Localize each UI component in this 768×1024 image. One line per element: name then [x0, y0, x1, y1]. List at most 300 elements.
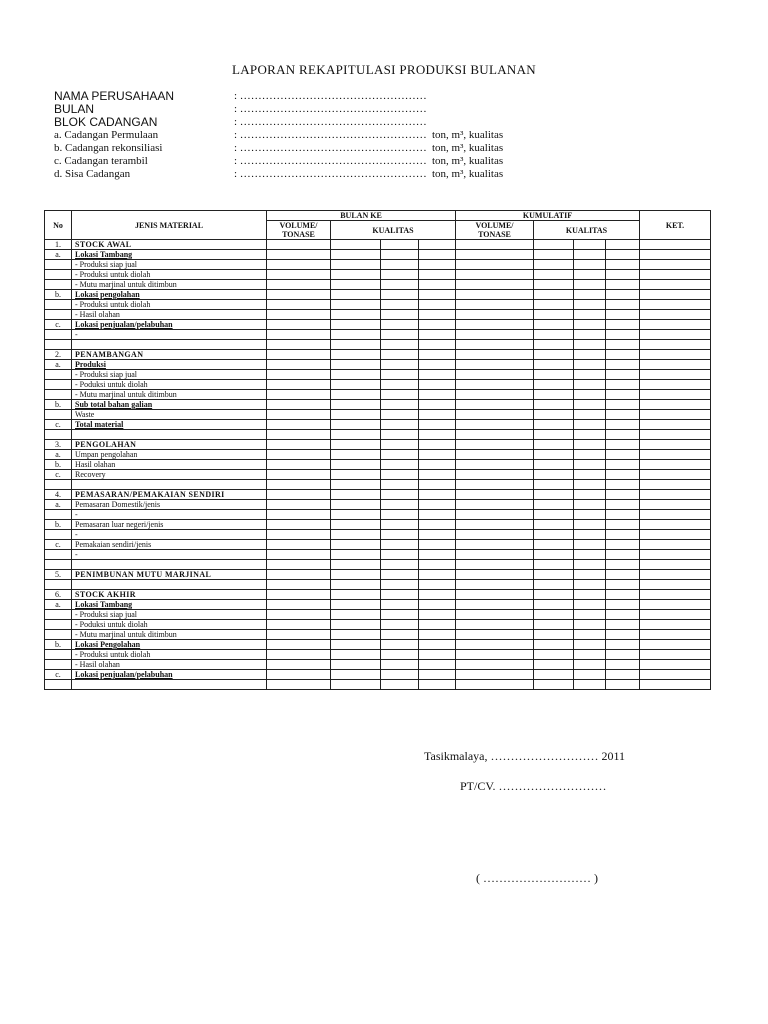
row-value-cell[interactable] — [381, 560, 419, 570]
row-value-cell[interactable] — [534, 250, 574, 260]
row-value-cell[interactable] — [534, 400, 574, 410]
row-value-cell[interactable] — [606, 510, 640, 520]
row-value-cell[interactable] — [381, 680, 419, 690]
row-value-cell[interactable] — [331, 350, 381, 360]
row-value-cell[interactable] — [574, 660, 606, 670]
row-value-cell[interactable] — [456, 520, 534, 530]
row-value-cell[interactable] — [456, 450, 534, 460]
row-value-cell[interactable] — [534, 590, 574, 600]
row-value-cell[interactable] — [267, 550, 331, 560]
row-value-cell[interactable] — [534, 620, 574, 630]
row-value-cell[interactable] — [574, 500, 606, 510]
row-value-cell[interactable] — [606, 470, 640, 480]
row-value-cell[interactable] — [606, 360, 640, 370]
row-value-cell[interactable] — [456, 560, 534, 570]
row-value-cell[interactable] — [574, 470, 606, 480]
row-value-cell[interactable] — [267, 610, 331, 620]
row-value-cell[interactable] — [419, 310, 456, 320]
row-value-cell[interactable] — [640, 450, 711, 460]
row-value-cell[interactable] — [419, 330, 456, 340]
row-value-cell[interactable] — [606, 460, 640, 470]
row-value-cell[interactable] — [640, 400, 711, 410]
row-value-cell[interactable] — [574, 580, 606, 590]
row-value-cell[interactable] — [456, 270, 534, 280]
row-value-cell[interactable] — [419, 570, 456, 580]
row-value-cell[interactable] — [267, 280, 331, 290]
row-value-cell[interactable] — [456, 600, 534, 610]
row-value-cell[interactable] — [331, 670, 381, 680]
row-value-cell[interactable] — [267, 300, 331, 310]
row-value-cell[interactable] — [419, 610, 456, 620]
row-value-cell[interactable] — [606, 320, 640, 330]
row-value-cell[interactable] — [640, 550, 711, 560]
row-value-cell[interactable] — [606, 420, 640, 430]
row-value-cell[interactable] — [574, 240, 606, 250]
row-value-cell[interactable] — [534, 550, 574, 560]
row-value-cell[interactable] — [534, 660, 574, 670]
row-value-cell[interactable] — [456, 290, 534, 300]
row-value-cell[interactable] — [456, 340, 534, 350]
row-value-cell[interactable] — [534, 610, 574, 620]
row-value-cell[interactable] — [534, 260, 574, 270]
row-value-cell[interactable] — [456, 440, 534, 450]
row-value-cell[interactable] — [419, 530, 456, 540]
row-value-cell[interactable] — [381, 340, 419, 350]
row-value-cell[interactable] — [534, 390, 574, 400]
row-value-cell[interactable] — [331, 380, 381, 390]
row-value-cell[interactable] — [574, 460, 606, 470]
row-value-cell[interactable] — [606, 290, 640, 300]
row-value-cell[interactable] — [381, 350, 419, 360]
row-value-cell[interactable] — [267, 670, 331, 680]
row-value-cell[interactable] — [267, 580, 331, 590]
row-value-cell[interactable] — [534, 600, 574, 610]
row-value-cell[interactable] — [331, 260, 381, 270]
row-value-cell[interactable] — [640, 630, 711, 640]
row-value-cell[interactable] — [640, 380, 711, 390]
row-value-cell[interactable] — [574, 370, 606, 380]
row-value-cell[interactable] — [331, 250, 381, 260]
row-value-cell[interactable] — [640, 310, 711, 320]
row-value-cell[interactable] — [331, 590, 381, 600]
row-value-cell[interactable] — [456, 420, 534, 430]
row-value-cell[interactable] — [331, 610, 381, 620]
row-value-cell[interactable] — [534, 480, 574, 490]
row-value-cell[interactable] — [419, 590, 456, 600]
row-value-cell[interactable] — [381, 600, 419, 610]
row-value-cell[interactable] — [574, 480, 606, 490]
row-value-cell[interactable] — [331, 430, 381, 440]
row-value-cell[interactable] — [381, 380, 419, 390]
row-value-cell[interactable] — [456, 400, 534, 410]
row-value-cell[interactable] — [381, 480, 419, 490]
row-value-cell[interactable] — [534, 300, 574, 310]
row-value-cell[interactable] — [419, 250, 456, 260]
row-value-cell[interactable] — [419, 660, 456, 670]
row-value-cell[interactable] — [456, 390, 534, 400]
row-value-cell[interactable] — [267, 570, 331, 580]
row-value-cell[interactable] — [606, 260, 640, 270]
row-value-cell[interactable] — [381, 530, 419, 540]
row-value-cell[interactable] — [574, 510, 606, 520]
row-value-cell[interactable] — [640, 580, 711, 590]
row-value-cell[interactable] — [574, 380, 606, 390]
row-value-cell[interactable] — [331, 520, 381, 530]
row-value-cell[interactable] — [331, 280, 381, 290]
row-value-cell[interactable] — [419, 420, 456, 430]
row-value-cell[interactable] — [606, 680, 640, 690]
row-value-cell[interactable] — [456, 250, 534, 260]
row-value-cell[interactable] — [381, 300, 419, 310]
row-value-cell[interactable] — [267, 500, 331, 510]
row-value-cell[interactable] — [331, 420, 381, 430]
row-value-cell[interactable] — [456, 620, 534, 630]
row-value-cell[interactable] — [267, 350, 331, 360]
row-value-cell[interactable] — [381, 460, 419, 470]
row-value-cell[interactable] — [640, 290, 711, 300]
row-value-cell[interactable] — [267, 440, 331, 450]
row-value-cell[interactable] — [574, 650, 606, 660]
row-value-cell[interactable] — [381, 330, 419, 340]
row-value-cell[interactable] — [267, 660, 331, 670]
row-value-cell[interactable] — [381, 370, 419, 380]
row-value-cell[interactable] — [574, 640, 606, 650]
row-value-cell[interactable] — [381, 390, 419, 400]
row-value-cell[interactable] — [534, 500, 574, 510]
row-value-cell[interactable] — [419, 410, 456, 420]
row-value-cell[interactable] — [456, 650, 534, 660]
row-value-cell[interactable] — [640, 520, 711, 530]
row-value-cell[interactable] — [267, 250, 331, 260]
row-value-cell[interactable] — [381, 320, 419, 330]
row-value-cell[interactable] — [267, 630, 331, 640]
row-value-cell[interactable] — [331, 410, 381, 420]
row-value-cell[interactable] — [267, 330, 331, 340]
row-value-cell[interactable] — [267, 480, 331, 490]
row-value-cell[interactable] — [381, 580, 419, 590]
row-value-cell[interactable] — [640, 480, 711, 490]
row-value-cell[interactable] — [419, 490, 456, 500]
row-value-cell[interactable] — [534, 460, 574, 470]
row-value-cell[interactable] — [640, 420, 711, 430]
row-value-cell[interactable] — [574, 330, 606, 340]
row-value-cell[interactable] — [456, 510, 534, 520]
row-value-cell[interactable] — [331, 450, 381, 460]
row-value-cell[interactable] — [419, 630, 456, 640]
row-value-cell[interactable] — [574, 550, 606, 560]
row-value-cell[interactable] — [606, 340, 640, 350]
row-value-cell[interactable] — [640, 340, 711, 350]
row-value-cell[interactable] — [574, 440, 606, 450]
row-value-cell[interactable] — [456, 660, 534, 670]
row-value-cell[interactable] — [419, 640, 456, 650]
row-value-cell[interactable] — [456, 470, 534, 480]
row-value-cell[interactable] — [419, 520, 456, 530]
row-value-cell[interactable] — [419, 450, 456, 460]
row-value-cell[interactable] — [574, 530, 606, 540]
row-value-cell[interactable] — [574, 680, 606, 690]
row-value-cell[interactable] — [574, 350, 606, 360]
row-value-cell[interactable] — [606, 390, 640, 400]
row-value-cell[interactable] — [640, 570, 711, 580]
row-value-cell[interactable] — [267, 470, 331, 480]
row-value-cell[interactable] — [534, 270, 574, 280]
row-value-cell[interactable] — [267, 640, 331, 650]
row-value-cell[interactable] — [381, 590, 419, 600]
row-value-cell[interactable] — [606, 530, 640, 540]
row-value-cell[interactable] — [331, 540, 381, 550]
row-value-cell[interactable] — [419, 650, 456, 660]
row-value-cell[interactable] — [534, 560, 574, 570]
row-value-cell[interactable] — [331, 620, 381, 630]
row-value-cell[interactable] — [606, 570, 640, 580]
row-value-cell[interactable] — [606, 430, 640, 440]
row-value-cell[interactable] — [331, 500, 381, 510]
row-value-cell[interactable] — [331, 360, 381, 370]
row-value-cell[interactable] — [574, 320, 606, 330]
row-value-cell[interactable] — [606, 440, 640, 450]
row-value-cell[interactable] — [606, 610, 640, 620]
row-value-cell[interactable] — [381, 310, 419, 320]
row-value-cell[interactable] — [419, 300, 456, 310]
row-value-cell[interactable] — [456, 540, 534, 550]
row-value-cell[interactable] — [419, 320, 456, 330]
row-value-cell[interactable] — [331, 510, 381, 520]
row-value-cell[interactable] — [419, 500, 456, 510]
row-value-cell[interactable] — [267, 310, 331, 320]
row-value-cell[interactable] — [456, 480, 534, 490]
row-value-cell[interactable] — [640, 500, 711, 510]
row-value-cell[interactable] — [381, 670, 419, 680]
row-value-cell[interactable] — [606, 660, 640, 670]
row-value-cell[interactable] — [606, 370, 640, 380]
row-value-cell[interactable] — [640, 680, 711, 690]
row-value-cell[interactable] — [456, 360, 534, 370]
row-value-cell[interactable] — [456, 640, 534, 650]
row-value-cell[interactable] — [534, 510, 574, 520]
row-value-cell[interactable] — [267, 600, 331, 610]
row-value-cell[interactable] — [640, 530, 711, 540]
row-value-cell[interactable] — [574, 310, 606, 320]
row-value-cell[interactable] — [640, 600, 711, 610]
row-value-cell[interactable] — [381, 520, 419, 530]
row-value-cell[interactable] — [456, 550, 534, 560]
row-value-cell[interactable] — [456, 320, 534, 330]
row-value-cell[interactable] — [381, 510, 419, 520]
row-value-cell[interactable] — [267, 460, 331, 470]
row-value-cell[interactable] — [267, 420, 331, 430]
row-value-cell[interactable] — [574, 540, 606, 550]
row-value-cell[interactable] — [606, 650, 640, 660]
row-value-cell[interactable] — [419, 440, 456, 450]
row-value-cell[interactable] — [381, 610, 419, 620]
row-value-cell[interactable] — [574, 300, 606, 310]
row-value-cell[interactable] — [574, 430, 606, 440]
row-value-cell[interactable] — [574, 620, 606, 630]
row-value-cell[interactable] — [640, 390, 711, 400]
row-value-cell[interactable] — [534, 520, 574, 530]
row-value-cell[interactable] — [534, 450, 574, 460]
row-value-cell[interactable] — [534, 440, 574, 450]
row-value-cell[interactable] — [574, 560, 606, 570]
row-value-cell[interactable] — [381, 490, 419, 500]
row-value-cell[interactable] — [456, 680, 534, 690]
row-value-cell[interactable] — [381, 620, 419, 630]
row-value-cell[interactable] — [640, 540, 711, 550]
row-value-cell[interactable] — [534, 240, 574, 250]
row-value-cell[interactable] — [267, 560, 331, 570]
row-value-cell[interactable] — [456, 380, 534, 390]
row-value-cell[interactable] — [574, 630, 606, 640]
row-value-cell[interactable] — [381, 270, 419, 280]
row-value-cell[interactable] — [640, 590, 711, 600]
row-value-cell[interactable] — [640, 360, 711, 370]
row-value-cell[interactable] — [456, 240, 534, 250]
row-value-cell[interactable] — [640, 410, 711, 420]
row-value-cell[interactable] — [419, 540, 456, 550]
row-value-cell[interactable] — [574, 270, 606, 280]
row-value-cell[interactable] — [267, 450, 331, 460]
row-value-cell[interactable] — [606, 620, 640, 630]
row-value-cell[interactable] — [606, 490, 640, 500]
row-value-cell[interactable] — [574, 600, 606, 610]
row-value-cell[interactable] — [534, 670, 574, 680]
row-value-cell[interactable] — [606, 550, 640, 560]
row-value-cell[interactable] — [640, 490, 711, 500]
row-value-cell[interactable] — [331, 340, 381, 350]
row-value-cell[interactable] — [331, 400, 381, 410]
row-value-cell[interactable] — [419, 470, 456, 480]
row-value-cell[interactable] — [419, 550, 456, 560]
row-value-cell[interactable] — [331, 320, 381, 330]
row-value-cell[interactable] — [331, 440, 381, 450]
row-value-cell[interactable] — [640, 620, 711, 630]
row-value-cell[interactable] — [606, 500, 640, 510]
row-value-cell[interactable] — [456, 280, 534, 290]
row-value-cell[interactable] — [419, 430, 456, 440]
row-value-cell[interactable] — [419, 280, 456, 290]
row-value-cell[interactable] — [381, 440, 419, 450]
row-value-cell[interactable] — [419, 290, 456, 300]
row-value-cell[interactable] — [331, 270, 381, 280]
row-value-cell[interactable] — [640, 660, 711, 670]
row-value-cell[interactable] — [640, 280, 711, 290]
row-value-cell[interactable] — [574, 390, 606, 400]
row-value-cell[interactable] — [381, 660, 419, 670]
row-value-cell[interactable] — [574, 490, 606, 500]
row-value-cell[interactable] — [419, 340, 456, 350]
row-value-cell[interactable] — [381, 430, 419, 440]
row-value-cell[interactable] — [534, 360, 574, 370]
row-value-cell[interactable] — [267, 340, 331, 350]
row-value-cell[interactable] — [419, 670, 456, 680]
row-value-cell[interactable] — [381, 470, 419, 480]
row-value-cell[interactable] — [267, 370, 331, 380]
row-value-cell[interactable] — [331, 580, 381, 590]
row-value-cell[interactable] — [419, 400, 456, 410]
row-value-cell[interactable] — [574, 260, 606, 270]
row-value-cell[interactable] — [534, 570, 574, 580]
row-value-cell[interactable] — [331, 640, 381, 650]
row-value-cell[interactable] — [419, 240, 456, 250]
row-value-cell[interactable] — [456, 330, 534, 340]
row-value-cell[interactable] — [381, 630, 419, 640]
row-value-cell[interactable] — [606, 600, 640, 610]
row-value-cell[interactable] — [640, 560, 711, 570]
row-value-cell[interactable] — [456, 490, 534, 500]
row-value-cell[interactable] — [640, 470, 711, 480]
row-value-cell[interactable] — [640, 430, 711, 440]
row-value-cell[interactable] — [534, 530, 574, 540]
row-value-cell[interactable] — [456, 530, 534, 540]
row-value-cell[interactable] — [419, 480, 456, 490]
row-value-cell[interactable] — [606, 590, 640, 600]
row-value-cell[interactable] — [456, 410, 534, 420]
row-value-cell[interactable] — [534, 280, 574, 290]
row-value-cell[interactable] — [267, 590, 331, 600]
row-value-cell[interactable] — [534, 470, 574, 480]
row-value-cell[interactable] — [456, 460, 534, 470]
row-value-cell[interactable] — [381, 280, 419, 290]
row-value-cell[interactable] — [456, 500, 534, 510]
row-value-cell[interactable] — [456, 430, 534, 440]
row-value-cell[interactable] — [640, 300, 711, 310]
row-value-cell[interactable] — [381, 250, 419, 260]
row-value-cell[interactable] — [606, 310, 640, 320]
row-value-cell[interactable] — [331, 560, 381, 570]
row-value-cell[interactable] — [574, 570, 606, 580]
row-value-cell[interactable] — [267, 540, 331, 550]
row-value-cell[interactable] — [381, 570, 419, 580]
row-value-cell[interactable] — [456, 580, 534, 590]
row-value-cell[interactable] — [574, 520, 606, 530]
row-value-cell[interactable] — [267, 260, 331, 270]
row-value-cell[interactable] — [381, 420, 419, 430]
row-value-cell[interactable] — [456, 350, 534, 360]
row-value-cell[interactable] — [640, 370, 711, 380]
row-value-cell[interactable] — [419, 580, 456, 590]
row-value-cell[interactable] — [606, 480, 640, 490]
row-value-cell[interactable] — [381, 640, 419, 650]
row-value-cell[interactable] — [534, 640, 574, 650]
row-value-cell[interactable] — [534, 290, 574, 300]
row-value-cell[interactable] — [606, 560, 640, 570]
row-value-cell[interactable] — [534, 370, 574, 380]
row-value-cell[interactable] — [456, 670, 534, 680]
row-value-cell[interactable] — [331, 370, 381, 380]
row-value-cell[interactable] — [331, 660, 381, 670]
row-value-cell[interactable] — [606, 520, 640, 530]
row-value-cell[interactable] — [267, 390, 331, 400]
row-value-cell[interactable] — [456, 630, 534, 640]
row-value-cell[interactable] — [606, 410, 640, 420]
row-value-cell[interactable] — [456, 300, 534, 310]
row-value-cell[interactable] — [640, 610, 711, 620]
row-value-cell[interactable] — [331, 460, 381, 470]
row-value-cell[interactable] — [267, 240, 331, 250]
row-value-cell[interactable] — [419, 600, 456, 610]
row-value-cell[interactable] — [606, 270, 640, 280]
row-value-cell[interactable] — [534, 410, 574, 420]
row-value-cell[interactable] — [574, 360, 606, 370]
row-value-cell[interactable] — [606, 540, 640, 550]
row-value-cell[interactable] — [606, 400, 640, 410]
row-value-cell[interactable] — [606, 280, 640, 290]
row-value-cell[interactable] — [267, 680, 331, 690]
row-value-cell[interactable] — [534, 380, 574, 390]
row-value-cell[interactable] — [267, 320, 331, 330]
row-value-cell[interactable] — [267, 620, 331, 630]
